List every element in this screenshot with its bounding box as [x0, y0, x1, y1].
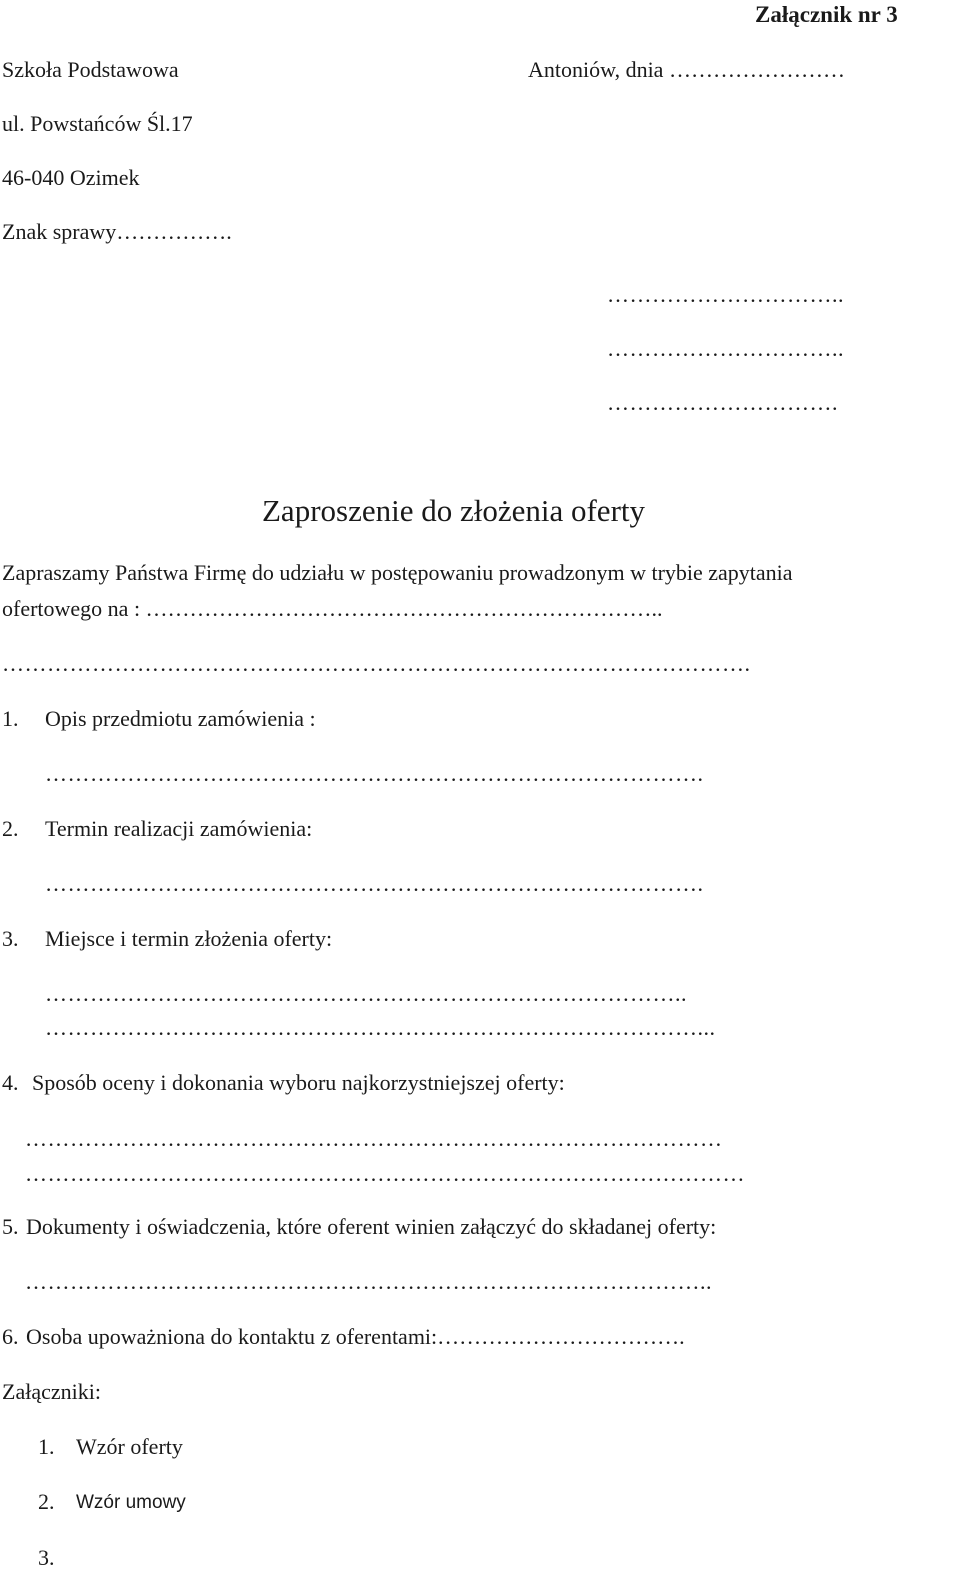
recipient-line: …………………………. [607, 390, 838, 415]
section-blank: ………………………………………………………………………….. [45, 981, 687, 1006]
section-label: Miejsce i termin złożenia oferty: [45, 926, 333, 951]
section-blank: …………………………………………………………………………………… [25, 1161, 745, 1186]
section-blank: ……………………………………………………………………………. [45, 761, 704, 786]
attachment-item: Wzór umowy [76, 1492, 186, 1513]
section-number: 1. [2, 706, 19, 731]
section-label: Dokumenty i oświadczenia, które oferent winien załączyć do składanej oferty: [26, 1214, 717, 1239]
attachment-number: 3. [38, 1545, 55, 1570]
intro-line: ………………………………………………………………………………………. [2, 651, 751, 676]
place-date: Antoniów, dnia …………………… [528, 57, 845, 82]
section-label: Opis przedmiotu zamówienia : [45, 706, 316, 731]
intro-line: ofertowego na : …………………………………………………………….. [2, 596, 663, 621]
page-title: Zaproszenie do złożenia oferty [262, 493, 646, 528]
intro-line: Zapraszamy Państwa Firmę do udziału w postępowaniu prowadzonym w trybie zapytania [2, 560, 793, 585]
school-name: Szkoła Podstawowa [2, 57, 179, 82]
section-label: Sposób oceny i dokonania wyboru najkorzystniejszej oferty: [32, 1070, 565, 1095]
section-blank: ……………………………………………………………………………….. [25, 1269, 712, 1294]
section-blank: ……………………………………………………………………………. [45, 871, 704, 896]
section-number: 3. [2, 926, 19, 951]
attachment-number: 1. [38, 1434, 55, 1459]
attachment-item: Wzór oferty [76, 1434, 183, 1459]
section-number: 4. [2, 1070, 19, 1095]
section-number: 5. [2, 1214, 19, 1239]
section-label: Osoba upoważniona do kontaktu z oferentami:……………………………. [26, 1324, 685, 1349]
school-city: 46-040 Ozimek [2, 165, 140, 190]
section-blank: ……………………………………………………………………………... [45, 1015, 716, 1040]
section-blank: ………………………………………………………………………………… [25, 1126, 723, 1151]
section-number: 6. [2, 1324, 19, 1349]
section-label: Termin realizacji zamówienia: [45, 816, 313, 841]
attachments-heading: Załączniki: [2, 1379, 101, 1404]
recipient-line: ………………………….. [607, 282, 844, 307]
school-street: ul. Powstańców Śl.17 [2, 111, 193, 136]
attachment-number: 2. [38, 1489, 55, 1514]
section-number: 2. [2, 816, 19, 841]
attachment-label: Załącznik nr 3 [755, 2, 898, 27]
recipient-line: ………………………….. [607, 336, 844, 361]
case-reference: Znak sprawy……………. [2, 219, 232, 244]
